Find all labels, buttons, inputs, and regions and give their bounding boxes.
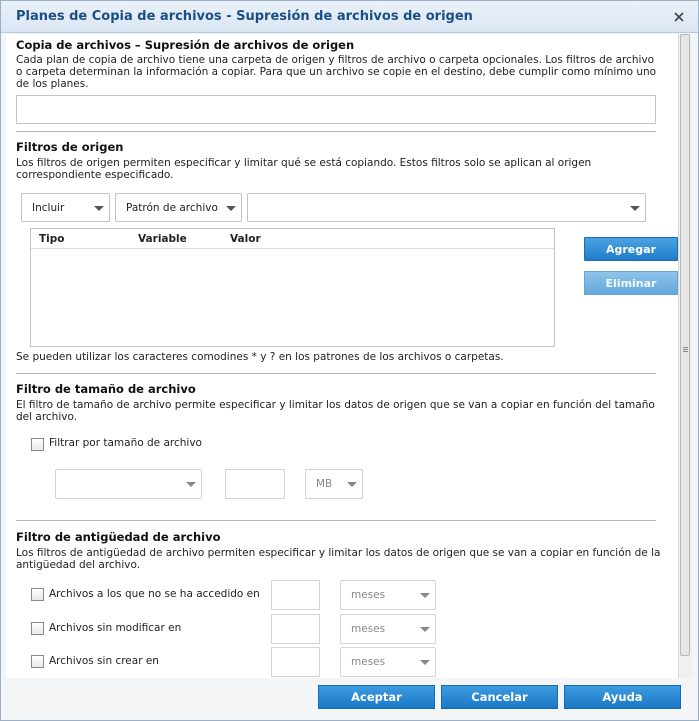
chevron-down-icon — [186, 482, 196, 487]
not-modified-label: Archivos sin modificar en — [49, 622, 182, 634]
chevron-down-icon — [347, 482, 357, 487]
filters-table-header — [31, 229, 554, 249]
not-modified-checkbox[interactable] — [31, 622, 44, 635]
filter-by-size-label: Filtrar por tamaño de archivo — [49, 437, 202, 449]
filter-by-size-checkbox[interactable] — [31, 438, 44, 451]
not-created-value-input[interactable] — [271, 647, 320, 677]
not-created-unit-select[interactable]: meses — [340, 647, 436, 677]
dialog-content — [6, 34, 678, 678]
not-created-label: Archivos sin crear en — [49, 655, 159, 667]
main-section-heading: Copia de archivos – Supresión de archivos de origen — [16, 38, 355, 52]
not-accessed-checkbox[interactable] — [31, 588, 44, 601]
divider — [16, 373, 656, 374]
main-section-description: Cada plan de copia de archivo tiene una carpeta de origen y filtros de archivo o carpeta opcionales. Los filtros de archivo o carpeta determinan la información a copiar. Para que un archivo se copie en el destino, debe cumplir como mínimo uno de los planes. — [16, 54, 657, 90]
chevron-down-icon — [420, 660, 430, 665]
chevron-down-icon — [420, 593, 430, 598]
remove-filter-button[interactable]: Eliminar — [584, 271, 678, 295]
size-unit-select[interactable]: MB — [305, 469, 363, 499]
not-accessed-unit-select[interactable]: meses — [340, 580, 436, 610]
size-operator-select[interactable] — [55, 469, 202, 499]
not-created-checkbox[interactable] — [31, 655, 44, 668]
column-header-type[interactable]: Tipo — [39, 233, 65, 245]
not-accessed-value-input[interactable] — [271, 580, 320, 610]
size-filter-heading: Filtro de tamaño de archivo — [16, 382, 196, 396]
not-modified-unit-select[interactable]: meses — [340, 614, 436, 644]
title-bar[interactable] — [1, 1, 698, 33]
chevron-down-icon — [630, 206, 640, 211]
age-filter-description: Los filtros de antigüedad de archivo permiten especificar y limitar los datos de origen que se van a copiar en función de la antigüedad del archivo. — [16, 547, 661, 571]
cancel-button[interactable]: Cancelar — [441, 685, 558, 709]
source-filters-heading: Filtros de origen — [16, 140, 124, 154]
close-icon[interactable] — [672, 10, 686, 24]
include-select[interactable]: Incluir — [21, 193, 110, 222]
filter-type-select[interactable]: Patrón de archivo — [115, 193, 242, 222]
chevron-down-icon — [94, 206, 104, 211]
size-value-input[interactable] — [225, 469, 285, 499]
divider — [16, 520, 656, 521]
scrollbar-thumb[interactable] — [680, 34, 690, 656]
window-title: Planes de Copia de archivos - Supresión de archivos de origen — [16, 9, 473, 24]
size-filter-description: El filtro de tamaño de archivo permite especificar y limitar los datos de origen que se van a copiar en función del tamaño del archivo. — [16, 399, 655, 423]
age-filter-heading: Filtro de antigüedad de archivo — [16, 530, 221, 544]
column-header-value[interactable]: Valor — [230, 233, 261, 245]
pattern-combobox[interactable] — [247, 193, 646, 222]
add-filter-button[interactable]: Agregar — [584, 237, 678, 261]
source-filters-description: Los filtros de origen permiten especificar y limitar qué se está copiando. Estos filtros solo se aplican al origen correspondiente especificado. — [16, 157, 592, 181]
chevron-down-icon — [226, 206, 236, 211]
help-button[interactable]: Ayuda — [564, 685, 681, 709]
source-path-input[interactable] — [16, 95, 656, 124]
chevron-down-icon — [420, 627, 430, 632]
wildcard-note: Se pueden utilizar los caracteres comodines * y ? en los patrones de los archivos o carpetas. — [16, 351, 504, 363]
ok-button[interactable]: Aceptar — [318, 685, 435, 709]
divider — [16, 131, 656, 132]
not-modified-value-input[interactable] — [271, 614, 320, 644]
filters-table[interactable] — [30, 228, 555, 347]
column-header-variable[interactable]: Variable — [138, 233, 187, 245]
not-accessed-label: Archivos a los que no se ha accedido en — [49, 588, 260, 600]
scrollbar-grip — [683, 347, 688, 348]
